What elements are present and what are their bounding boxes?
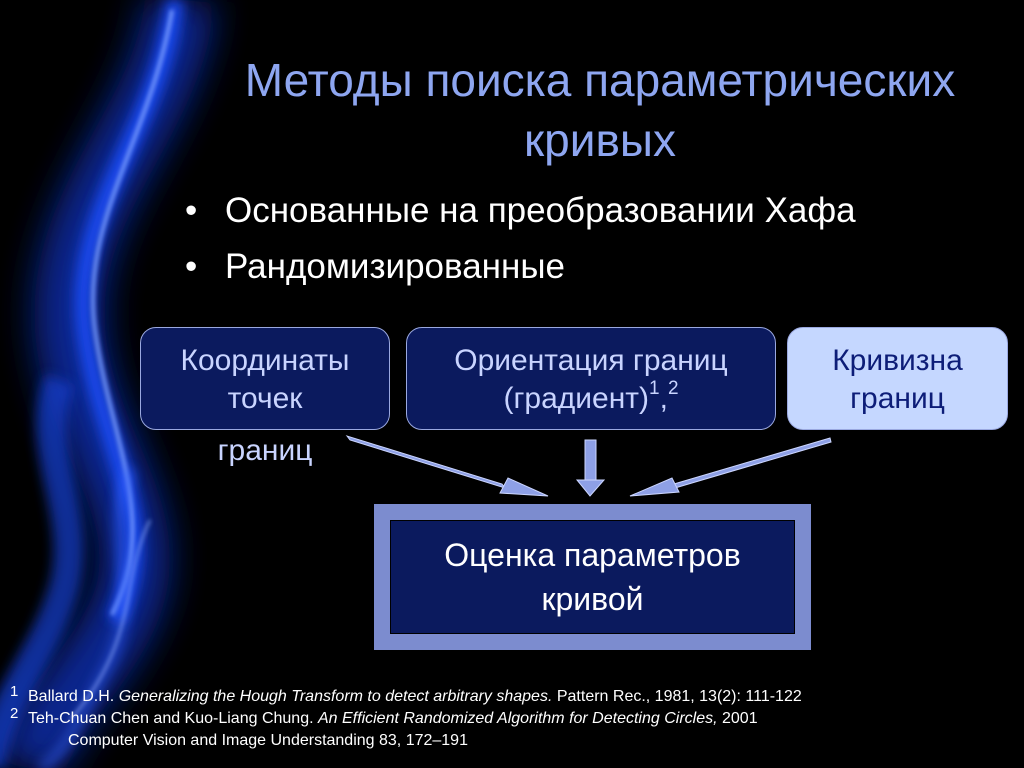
footnote-source: 2001 (717, 710, 758, 727)
footnote-2 (10, 705, 1010, 752)
box-line: Координаты (180, 344, 350, 377)
footnote-source: Pattern Rec., 1981, 13(2): 111-122 (552, 688, 802, 705)
footnote-number: 2 (10, 705, 19, 722)
footnote-continuation: Computer Vision and Image Understanding 83, 172–191 (68, 732, 468, 749)
box-line: точек (227, 382, 303, 415)
footnote-ref-1: 1 (649, 378, 660, 399)
box-line: границ (850, 382, 945, 415)
footnote-ref-2: 2 (667, 378, 679, 399)
box-line: Ориентация границ (454, 344, 728, 377)
gradient-label: (градиент) (503, 382, 650, 415)
parameter-estimation-face (390, 520, 795, 634)
box-line: границ (217, 434, 313, 467)
footnote-title: An Efficient Randomized Algorithm for Detecting Circles, (317, 710, 718, 727)
title-line-2: кривых (524, 114, 676, 166)
footnote-author: Teh-Chuan Chen and Kuo-Liang Chung. (28, 710, 318, 727)
parameter-estimation-box (374, 504, 811, 650)
footnote-separator: , (659, 382, 668, 415)
footnote-1 (10, 683, 1010, 708)
box-line: Оценка параметров (444, 537, 741, 573)
arrow-center (577, 440, 604, 496)
arrow-left (347, 436, 548, 496)
title-line-1: Методы поиска параметрических (244, 54, 956, 106)
footnote-author: Ballard D.H. (28, 688, 119, 705)
arrow-right (630, 438, 831, 496)
bullet-dot: • (185, 191, 198, 230)
footnote-number: 1 (10, 683, 19, 700)
footnotes (10, 683, 1010, 752)
footnote-title: Generalizing the Hough Transform to detect arbitrary shapes. (118, 688, 553, 705)
box-line: Кривизна (832, 344, 963, 377)
bullet-text: Рандомизированные (225, 247, 565, 286)
box-line: кривой (541, 581, 644, 617)
bullet-dot: • (185, 247, 198, 286)
bullet-text: Основанные на преобразовании Хафа (225, 191, 856, 230)
